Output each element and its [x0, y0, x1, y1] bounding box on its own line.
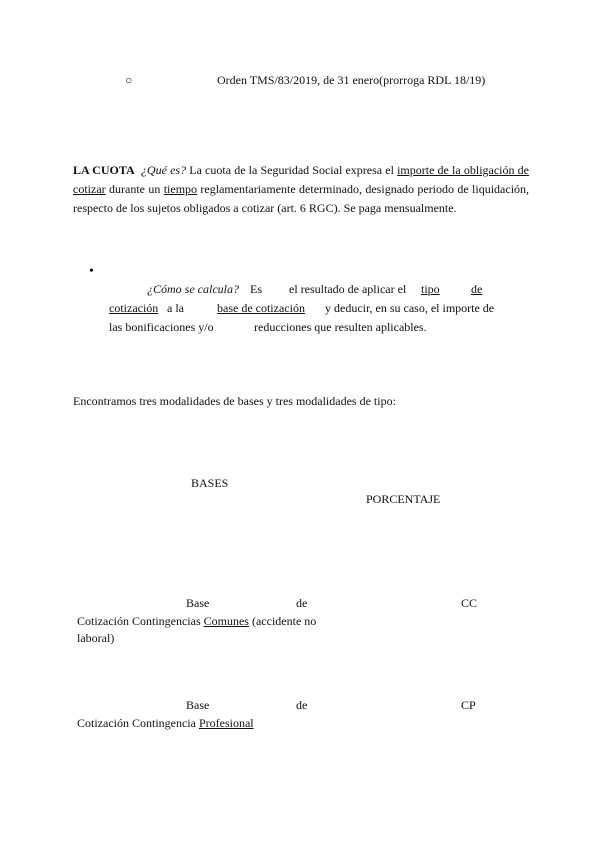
- column-header-porcentaje: PORCENTAJE: [366, 492, 441, 506]
- row-de-label: de: [296, 596, 308, 610]
- link-importe-obligacion[interactable]: importe de la obligación de cotizar: [73, 163, 529, 196]
- calculo-text-bonificaciones: las bonificaciones y/o: [109, 320, 214, 334]
- row-de-label: de: [296, 698, 308, 712]
- link-base-cotizacion[interactable]: base de cotización: [217, 301, 305, 315]
- cuota-text-1: La cuota de la Seguridad Social expresa el: [189, 163, 394, 177]
- row-description-line2: laboral): [77, 631, 115, 645]
- row-description-note: (accidente no: [251, 614, 317, 628]
- link-tipo[interactable]: tipo: [421, 282, 440, 296]
- cuota-text-2: durante un: [109, 182, 161, 196]
- row-code: CP: [461, 698, 476, 712]
- cuota-heading: LA CUOTA: [73, 163, 135, 177]
- row-base-label: Base: [186, 698, 210, 712]
- calculo-question: ¿Cómo se calcula?: [147, 282, 239, 296]
- row-code: CC: [461, 596, 478, 610]
- row-base-label: Base: [186, 596, 210, 610]
- link-cotizacion[interactable]: cotización: [109, 301, 159, 315]
- row-description-text: Cotización Contingencia: [77, 716, 196, 730]
- orden-reference: Orden TMS/83/2019, de 31 enero(prorroga RDL 18/19): [217, 73, 486, 87]
- link-profesional[interactable]: Profesional: [198, 716, 254, 730]
- bullet-dot: •: [89, 264, 94, 279]
- list-bullet: ○: [125, 73, 133, 87]
- cuota-paragraph: [73, 161, 529, 218]
- link-de[interactable]: de: [471, 282, 483, 296]
- calculo-text-a-la: a la: [167, 301, 184, 315]
- calculo-text-reducciones: reducciones que resulten aplicables.: [254, 320, 427, 334]
- calculo-text-es: Es: [250, 282, 262, 296]
- cuota-question: ¿Qué es?: [140, 163, 187, 177]
- cuota-text-3: reglamentariamente determinado, designado periodo de liquidación, respecto de los sujetos obligados a cotizar (art. 6 RGC). Se paga mensualmente.: [73, 182, 530, 215]
- link-tiempo[interactable]: tiempo: [163, 182, 198, 196]
- link-comunes[interactable]: Comunes: [203, 614, 249, 628]
- calculo-text-deducir: y deducir, en su caso, el importe de: [325, 301, 495, 315]
- row-description: [77, 714, 254, 733]
- calculo-text-resultado: el resultado de aplicar el: [289, 282, 407, 296]
- column-header-bases: BASES: [191, 476, 229, 490]
- row-description-text: Cotización Contingencias: [77, 614, 201, 628]
- modalidades-intro: Encontramos tres modalidades de bases y tres modalidades de tipo:: [73, 394, 396, 408]
